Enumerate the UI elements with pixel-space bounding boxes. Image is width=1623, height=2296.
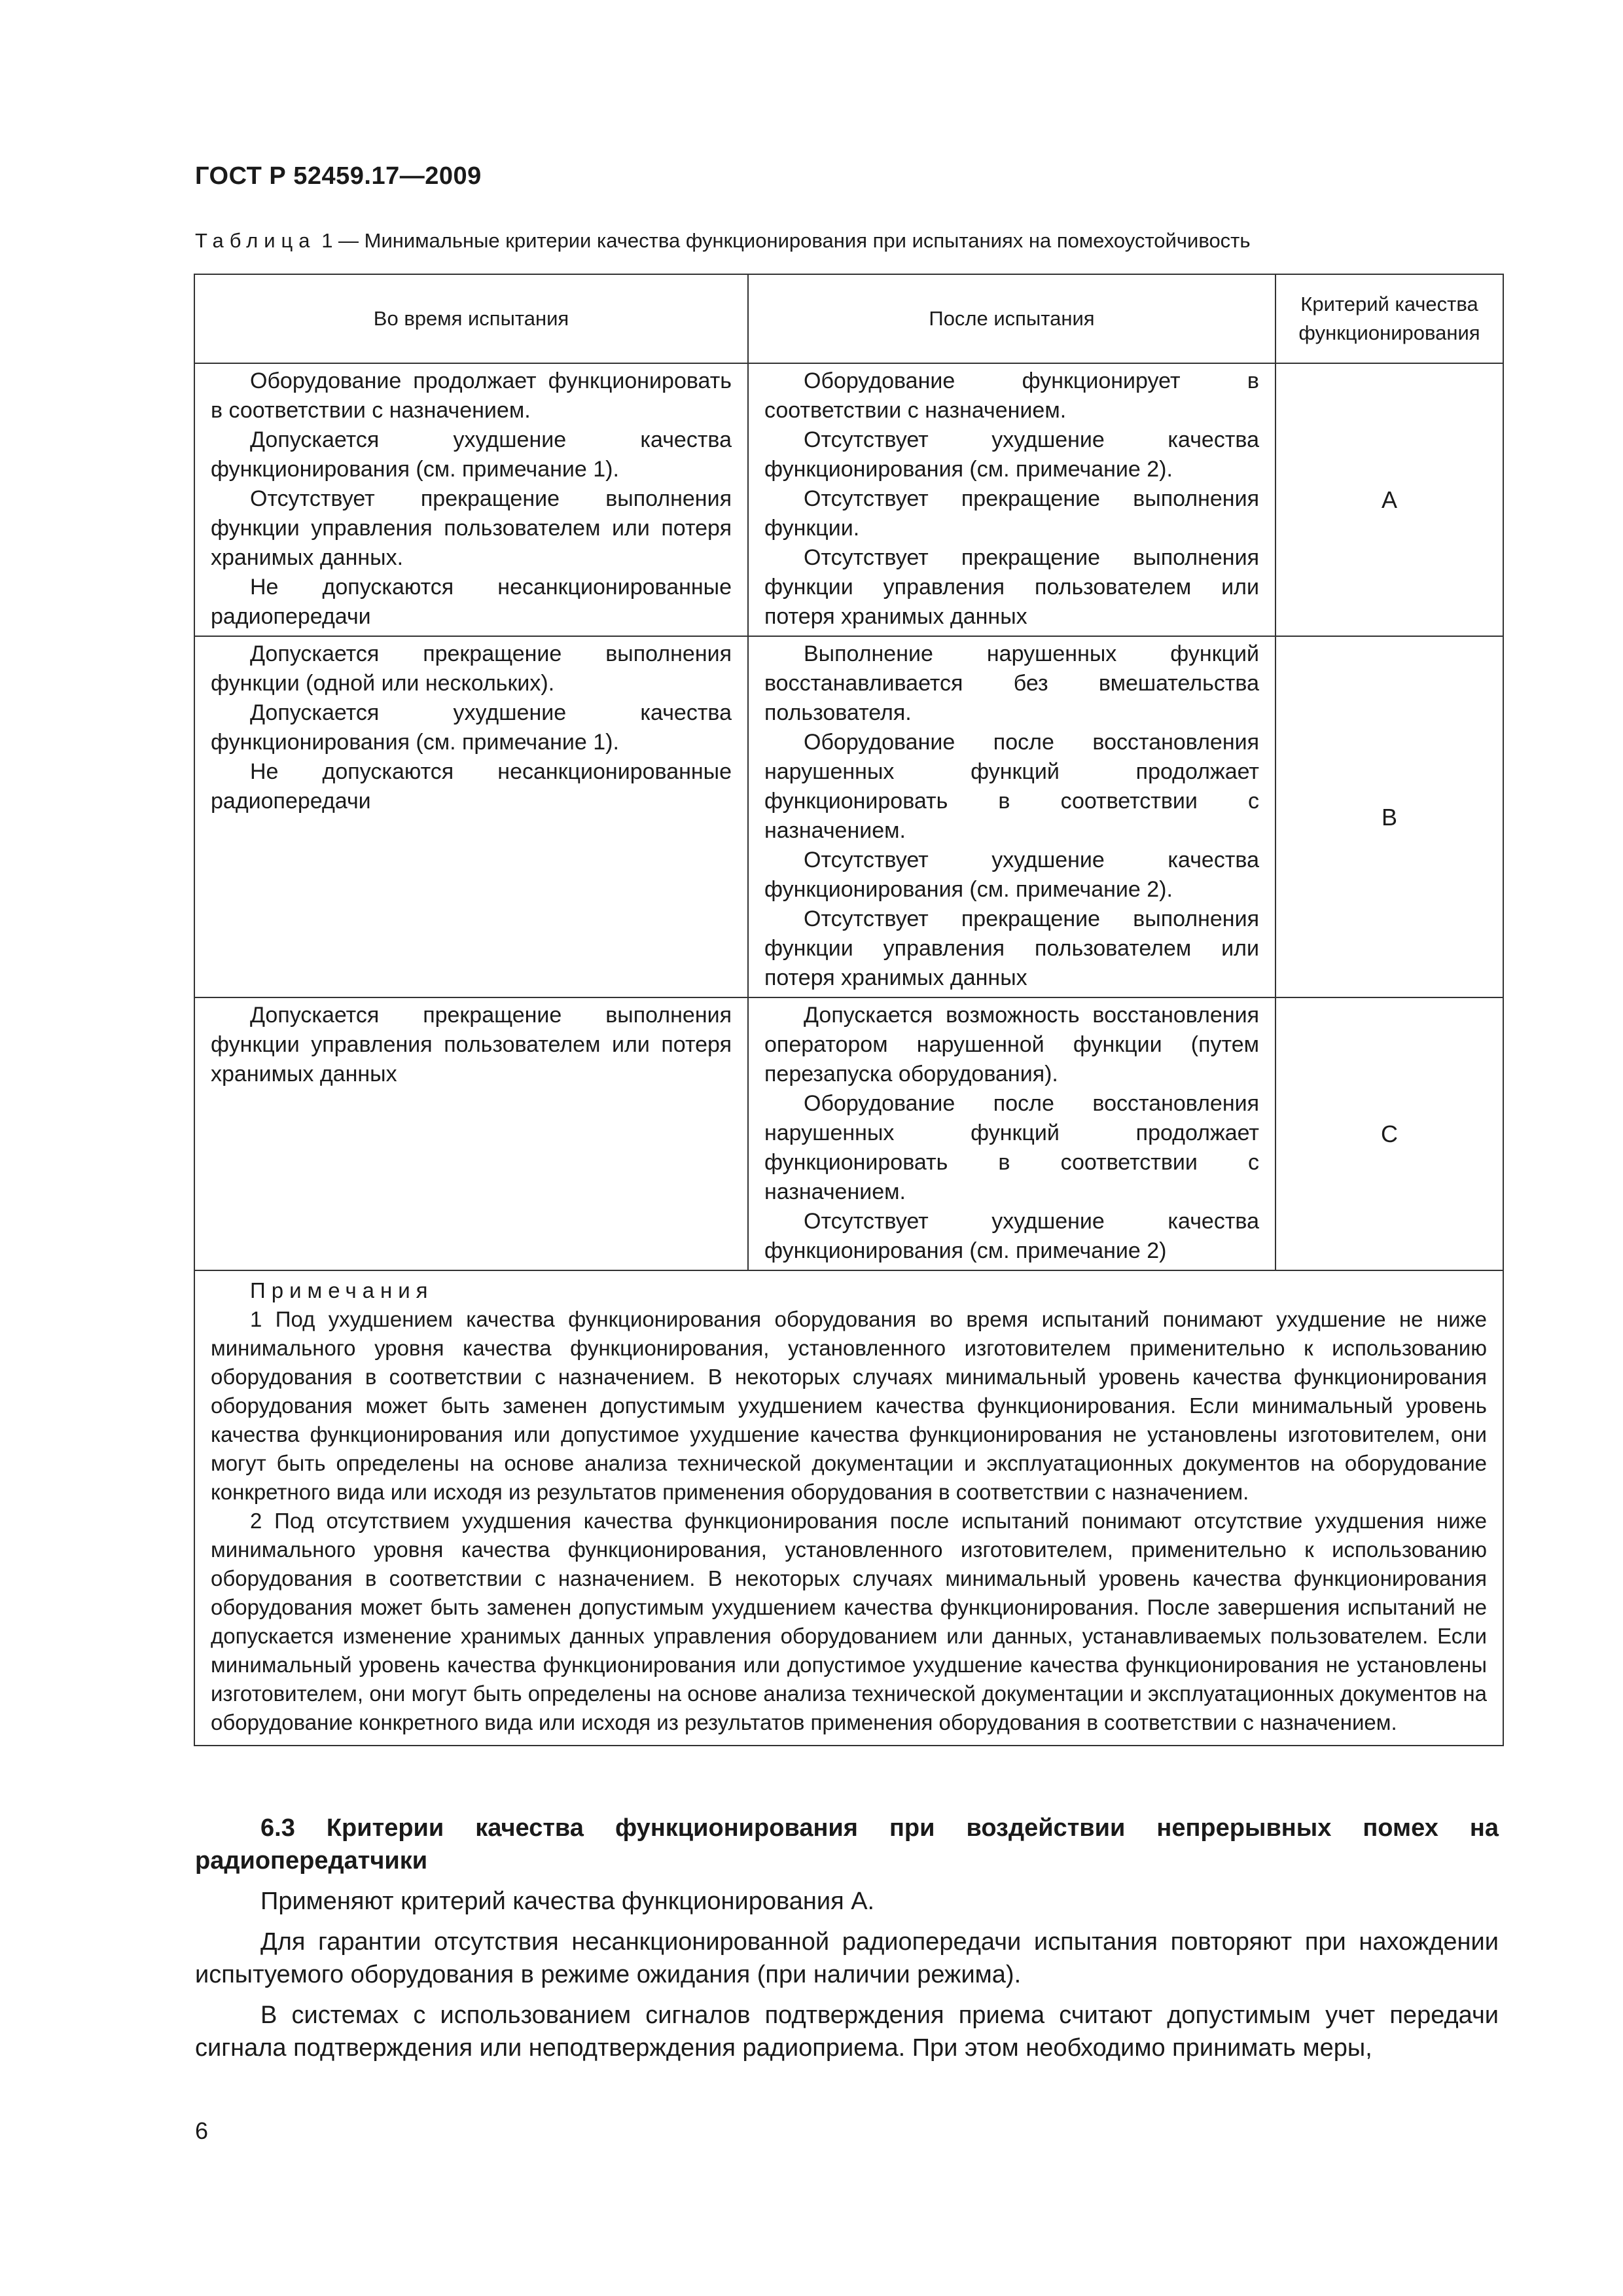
- table-caption: [195, 229, 1497, 253]
- cell-paragraph: Отсутствует прекращение выполнения функции управления пользователем или потеря хранимых данных: [764, 545, 1259, 629]
- cell-paragraph: Допускается ухудшение качества функционирования (см. примечание 1).: [211, 700, 732, 755]
- cell-paragraph: Оборудование продолжает функционировать в соответствии с назначением.: [211, 368, 732, 423]
- section-body: [195, 1885, 1499, 2072]
- table-row: [194, 997, 1503, 1270]
- notes-title: Примечания: [250, 1278, 434, 1302]
- cell-paragraph: Отсутствует ухудшение качества функционирования (см. примечание 2).: [764, 427, 1259, 482]
- table-row: [194, 636, 1503, 997]
- cell-after: [748, 997, 1275, 1270]
- table-header-row: [194, 274, 1503, 363]
- cell-paragraph: Отсутствует прекращение выполнения функции управления пользователем или потеря хранимых данных.: [211, 486, 732, 570]
- cell-paragraph: Не допускаются несанкционированные радиопередачи: [211, 575, 732, 629]
- cell-criterion: А: [1275, 363, 1503, 636]
- table-notes-row: [194, 1270, 1503, 1746]
- table-row: [194, 363, 1503, 636]
- cell-paragraph: Оборудование после восстановления нарушенных функций продолжает функционировать в соответствии с назначением.: [764, 1091, 1259, 1204]
- cell-paragraph: Отсутствует прекращение выполнения функции управления пользователем или потеря хранимых данных: [764, 906, 1259, 990]
- body-paragraph: Для гарантии отсутствия несанкционированной радиопередачи испытания повторяют при нахождении испытуемого оборудования в режиме ожидания (при наличии режима).: [195, 1928, 1499, 1988]
- table-caption-title: 1 — Минимальные критерии качества функционирования при испытаниях на помехоустойчивость: [321, 229, 1251, 252]
- cell-after: [748, 636, 1275, 997]
- cell-during: [194, 997, 748, 1270]
- cell-during: [194, 636, 748, 997]
- cell-paragraph: Не допускаются несанкционированные радиопередачи: [211, 759, 732, 814]
- cell-paragraph: Допускается прекращение выполнения функции (одной или нескольких).: [211, 641, 732, 696]
- cell-paragraph: Выполнение нарушенных функций восстанавливается без вмешательства пользователя.: [764, 641, 1259, 725]
- table-notes: [194, 1270, 1503, 1746]
- cell-paragraph: Отсутствует ухудшение качества функционирования (см. примечание 2): [764, 1209, 1259, 1263]
- cell-paragraph: Допускается ухудшение качества функционирования (см. примечание 1).: [211, 427, 732, 482]
- cell-during: [194, 363, 748, 636]
- cell-paragraph: Допускается возможность восстановления оператором нарушенной функции (путем перезапуска оборудования).: [764, 1003, 1259, 1086]
- note-paragraph: 2 Под отсутствием ухудшения качества функционирования после испытаний понимают отсутствие ухудшения ниже минимального уровня качества функционирования, установленного изготовителем, применительно к использованию оборудования в соответствии с назначением. В некоторых случаях минимальный уровень качества функционирования оборудования может быть заменен допустимым ухудшением качества функционирования. После завершения испытаний не допускается изменение хранимых данных управления оборудованием или данных, устанавливаемых пользователем. Если минимальный уровень качества функционирования или допустимое ухудшение качества функционирования не установлены изготовителем, они могут быть определены на основе анализа технической документации и эксплуатационных документов на оборудование конкретного вида или исходя из результатов применения оборудования в соответствии с назначением.: [211, 1509, 1487, 1734]
- column-header-after: После испытания: [748, 274, 1275, 363]
- cell-paragraph: Допускается прекращение выполнения функции управления пользователем или потеря хранимых данных: [211, 1003, 732, 1086]
- section-heading: 6.3 Критерии качества функционирования при воздействии непрерывных помех на радиопередатчики: [195, 1814, 1499, 1874]
- cell-criterion: С: [1275, 997, 1503, 1270]
- cell-paragraph: Отсутствует ухудшение качества функционирования (см. примечание 2).: [764, 848, 1259, 902]
- cell-paragraph: Оборудование после восстановления нарушенных функций продолжает функционировать в соответствии с назначением.: [764, 730, 1259, 843]
- column-header-criterion: Критерий качества функционирования: [1275, 274, 1503, 363]
- document-code-header: ГОСТ Р 52459.17—2009: [195, 162, 482, 190]
- table-caption-word: Таблица: [195, 229, 316, 252]
- cell-criterion: В: [1275, 636, 1503, 997]
- cell-paragraph: Отсутствует прекращение выполнения функции.: [764, 486, 1259, 541]
- cell-after: [748, 363, 1275, 636]
- body-paragraph: Применяют критерий качества функционирования А.: [260, 1888, 875, 1915]
- body-paragraph: В системах с использованием сигналов подтверждения приема считают допустимым учет передачи сигнала подтверждения или неподтверждения радиоприема. При этом необходимо принимать меры,: [195, 2001, 1499, 2062]
- note-paragraph: 1 Под ухудшением качества функционирования оборудования во время испытаний понимают ухудшение не ниже минимального уровня качества функционирования, установленного изготовителем применительно к использованию оборудования в соответствии с назначением. В некоторых случаях минимальный уровень качества функционирования оборудования может быть заменен допустимым ухудшением качества функционирования. Если минимальный уровень качества функционирования или допустимое ухудшение качества функционирования не установлены изготовителем, они могут быть определены на основе анализа технической документации и эксплуатационных документов на оборудование конкретного вида или исходя из результатов применения оборудования в соответствии с назначением.: [211, 1307, 1487, 1504]
- column-header-during: Во время испытания: [194, 274, 748, 363]
- page-number: 6: [195, 2117, 209, 2144]
- cell-paragraph: Оборудование функционирует в соответствии с назначением.: [764, 368, 1259, 423]
- criteria-table: [194, 274, 1504, 1746]
